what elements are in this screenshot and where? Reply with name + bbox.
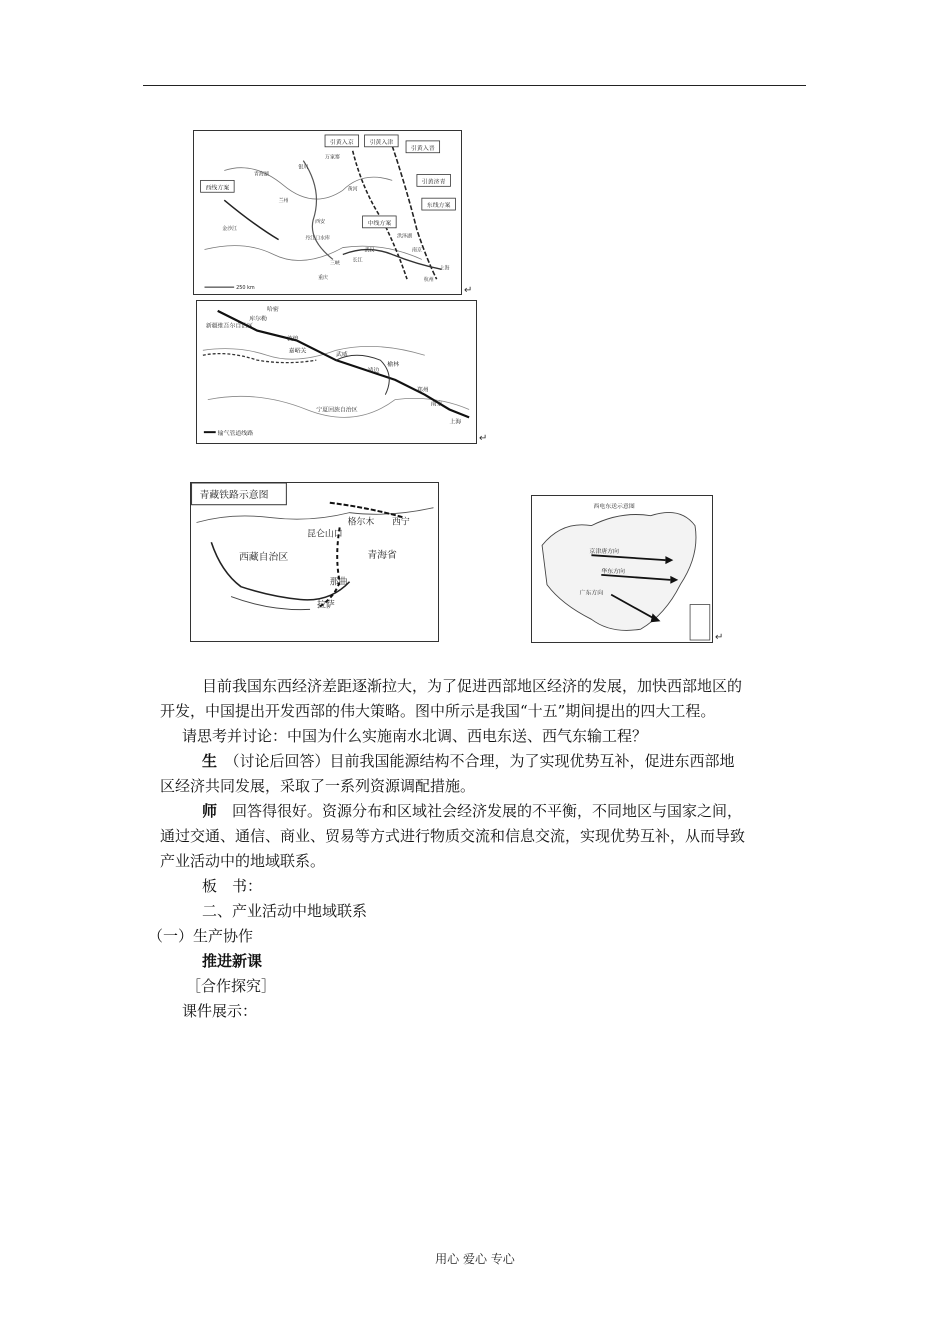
- map2-place-2: 库尔勒: [249, 316, 267, 323]
- map-gas-pipeline: [196, 300, 477, 444]
- map-west-east-power-drawing: [532, 496, 712, 642]
- cooperative-label: ［合作探究］: [186, 977, 277, 995]
- heading-3: （一）生产协作: [148, 927, 254, 945]
- map1-box-2: 引黄入津: [369, 139, 394, 146]
- map2-place-11: 上海: [449, 419, 462, 426]
- return-mark: ↵: [464, 285, 473, 296]
- map-west-east-power: [531, 495, 713, 643]
- map1-box-5: 东线方案: [426, 203, 451, 210]
- paragraph-3-line-2: 区经济共同发展，采取了一系列资源调配措施。: [160, 777, 476, 795]
- return-mark: ↵: [715, 632, 724, 643]
- map1-place-7: 武汉: [364, 247, 375, 254]
- map-qinghai-tibet-railway: [190, 482, 439, 642]
- paragraph-3-line-1: [202, 751, 735, 771]
- courseware-label: 课件展示：: [182, 1002, 258, 1020]
- map1-place-12: 上海: [439, 265, 450, 272]
- map3-title: 青藏铁路示意图: [199, 489, 269, 501]
- paragraph-4-line-1: [202, 801, 742, 821]
- paragraph-4-line-2: 通过交通、通信、商业、贸易等方式进行物质交流和信息交流，实现优势互补，从而导致: [160, 827, 746, 845]
- map1-place-4: 兰州: [278, 198, 289, 205]
- paragraph-1-line-2: 开发，中国提出开发西部的伟大策略。图中所示是我国“十五”期间提出的四大工程。: [160, 702, 716, 720]
- paragraph-4-line-3: 产业活动中的地域联系。: [160, 852, 326, 870]
- map4-place-3: 广东方向: [579, 590, 604, 597]
- map2-place-6: 武威: [336, 352, 348, 359]
- map4-title: 西电东送示意图: [593, 503, 635, 510]
- map2-place-12: 宁夏回族自治区: [316, 407, 358, 414]
- map3-place-4: 青海省: [367, 550, 397, 562]
- map1-box-6: 西线方案: [205, 185, 230, 192]
- map2-place-10: 南京: [430, 401, 443, 408]
- header-rule: [143, 85, 806, 86]
- map1-place-6: 丹江口水库: [305, 235, 330, 242]
- map1-place-8: 三峡: [329, 260, 340, 267]
- map1-place-10: 洪泽湖: [397, 233, 412, 240]
- map2-place-9: 郑州: [416, 387, 429, 394]
- map-gas-pipeline-drawing: [197, 301, 476, 443]
- map-water-diversion: [193, 130, 462, 295]
- map1-place-1: 青海湖: [253, 171, 269, 178]
- map-water-diversion-drawing: [194, 131, 461, 294]
- board-label: 板 书：: [202, 877, 263, 895]
- map1-box-3: 引黄入晋: [411, 145, 435, 152]
- heading-2: 二、产业活动中地域联系: [202, 902, 368, 920]
- map1-place-2: 银川: [298, 164, 309, 171]
- return-mark: ↵: [479, 433, 488, 444]
- map1-place-11: 南京: [411, 247, 422, 254]
- map1-place-15: 长江: [352, 257, 363, 264]
- bold-heading: 推进新课: [202, 952, 263, 970]
- map3-place-1: 格尔木: [347, 517, 375, 528]
- speaker-student: 生: [202, 752, 218, 770]
- map2-place-5: 嘉峪关: [288, 348, 307, 355]
- map2-place-1: 哈密: [266, 306, 279, 313]
- map1-box-4: 引黄济青: [421, 179, 446, 186]
- map4-place-2: 华东方向: [601, 568, 625, 575]
- map1-place-3: 万家寨: [325, 154, 340, 161]
- map2-place-4: 敦煌: [286, 336, 299, 343]
- map4-place-1: 京津唐方向: [589, 549, 619, 556]
- map2-place-8: 榆林: [387, 362, 400, 369]
- map3-place-7: 拉萨: [316, 600, 335, 611]
- map1-scale: 250 km: [236, 285, 255, 292]
- map1-place-14: 黄河: [347, 186, 358, 193]
- map3-place-2: 西宁: [392, 517, 410, 528]
- map1-box-1: 引黄入京: [330, 139, 354, 146]
- map2-place-3: 新疆维吾尔自治区: [205, 323, 254, 330]
- map1-place-9: 重庆: [318, 275, 328, 282]
- map1-place-5: 西安: [315, 218, 326, 225]
- map3-place-5: 西藏自治区: [238, 552, 289, 564]
- map1-place-13: 杭州: [423, 277, 434, 284]
- page-footer: 用心 爱心 专心: [435, 1252, 515, 1266]
- map3-place-6: 那曲: [329, 577, 348, 588]
- map1-box-7: 中线方案: [367, 220, 392, 227]
- map-qinghai-tibet-railway-drawing: [191, 483, 438, 641]
- paragraph-1-line-1: 目前我国东西经济差距逐渐拉大，为了促进西部地区经济的发展，加快西部地区的: [202, 677, 743, 695]
- map2-place-7: 靖边: [367, 368, 380, 374]
- paragraph-4-text: 回答得很好。资源分布和区域社会经济发展的不平衡，不同地区与国家之间，: [232, 802, 743, 820]
- paragraph-3-text: （讨论后回答）目前我国能源结构不合理，为了实现优势互补，促进东西部地: [232, 752, 735, 770]
- map2-legend: 输气管道线路: [217, 431, 254, 438]
- speaker-teacher: 师: [202, 802, 218, 820]
- map3-place-3: 昆仑山口: [307, 529, 343, 540]
- map1-place-16: 金沙江: [222, 225, 238, 232]
- paragraph-2: 请思考并讨论：中国为什么实施南水北调、西电东送、西气东输工程？: [182, 727, 648, 745]
